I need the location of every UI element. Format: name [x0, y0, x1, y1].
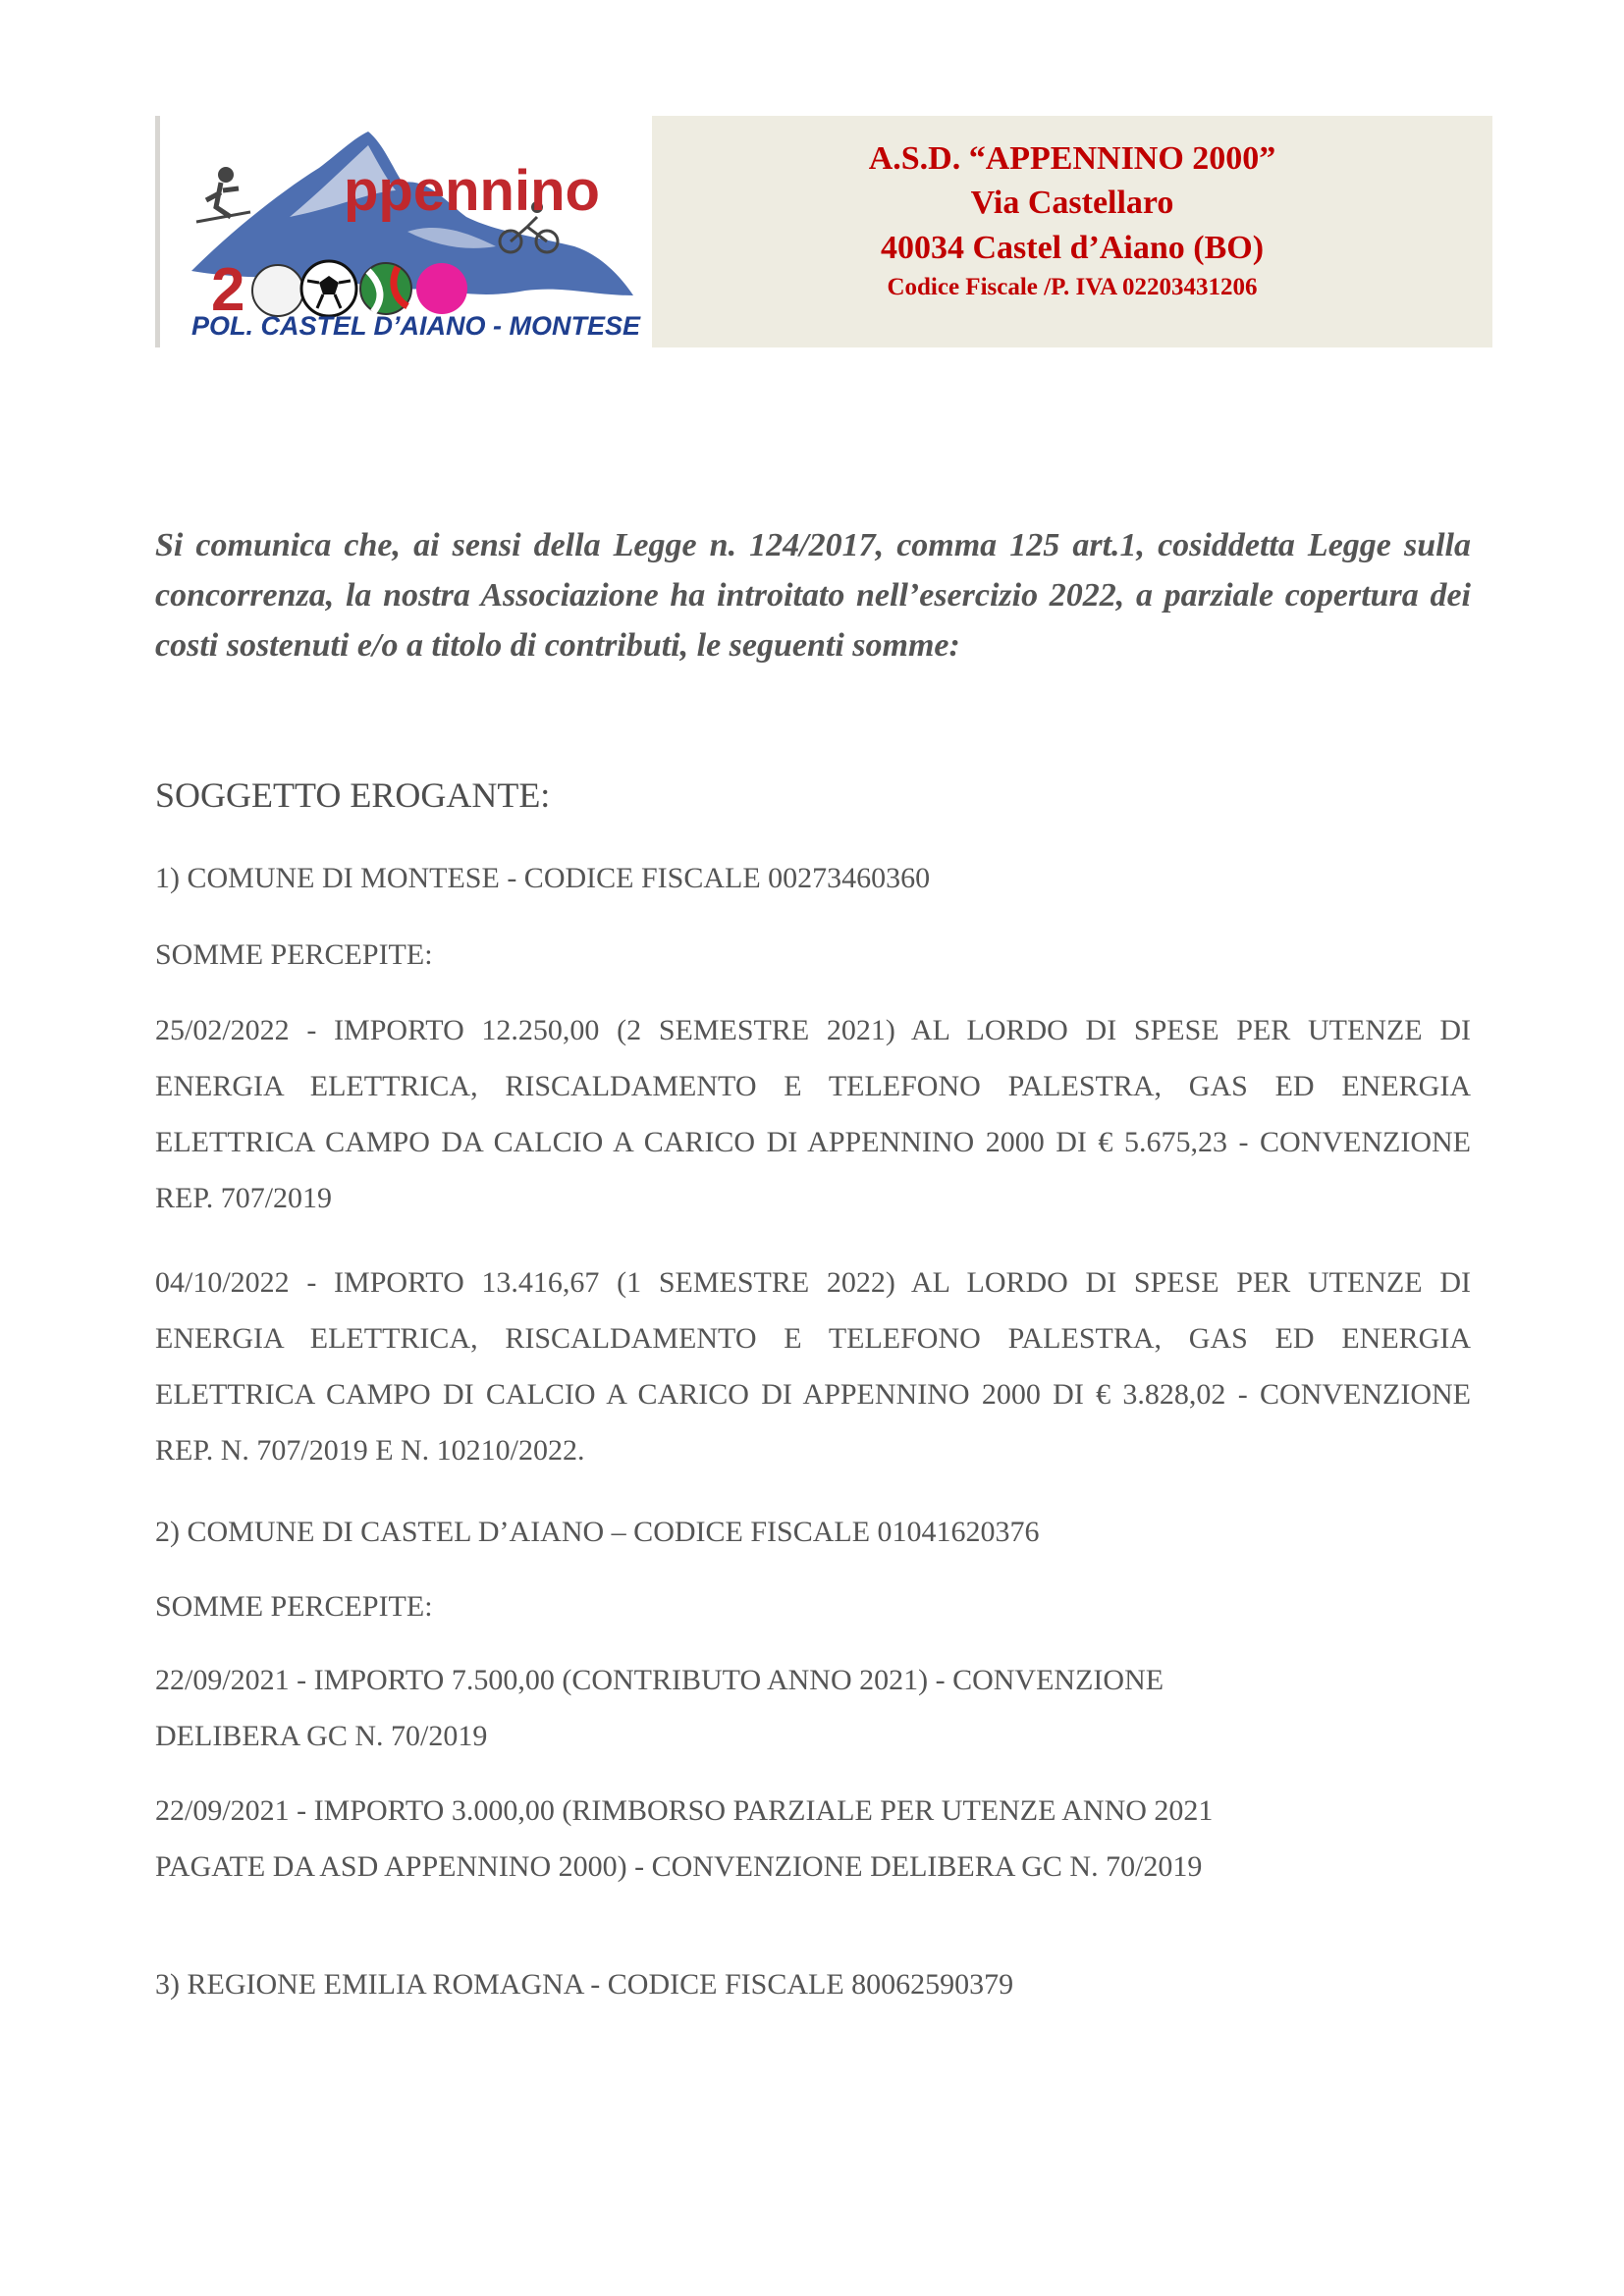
letterhead [155, 116, 1492, 347]
soccer-ball-icon [301, 261, 356, 316]
logo-box [155, 116, 652, 347]
volleyball-icon [360, 263, 411, 314]
entity-2-entry-1-line-2: DELIBERA GC N. 70/2019 [155, 1720, 488, 1752]
logo-tagline: POL. CASTEL D’AIANO - MONTESE [191, 311, 641, 341]
entity-1-sums-label: SOMME PERCEPITE: [155, 938, 433, 971]
entity-1-entry-2: 04/10/2022 - IMPORTO 13.416,67 (1 SEMESTRE 2022) AL LORDO DI SPESE PER UTENZE DI ENERGIA ELETTRICA, RISCALDAMENTO E TELEFONO PALESTRA, GAS ED ENERGIA ELETTRICA CAMPO DI CALCIO A CARICO DI APPENNINO 2000 DI € 3.828,02 - CONVENZIONE REP. N. 707/2019 E N. 10210/2022. [155, 1266, 1471, 1467]
entity-1-entry-1: 25/02/2022 - IMPORTO 12.250,00 (2 SEMESTRE 2021) AL LORDO DI SPESE PER UTENZE DI ENERGIA ELETTRICA, RISCALDAMENTO E TELEFONO PALESTRA, GAS ED ENERGIA ELETTRICA CAMPO DA CALCIO A CARICO DI APPENNINO 2000 DI € 5.675,23 - CONVENZIONE REP. 707/2019 [155, 1014, 1471, 1214]
entity-2-entry-1-line-1: 22/09/2021 - IMPORTO 7.500,00 (CONTRIBUTO ANNO 2021) - CONVENZIONE [155, 1664, 1164, 1696]
ball-white-icon [252, 265, 303, 316]
entity-2-sums-label: SOMME PERCEPITE: [155, 1590, 433, 1623]
entity-2-entry-2-line-2: PAGATE DA ASD APPENNINO 2000) - CONVENZIONE DELIBERA GC N. 70/2019 [155, 1850, 1203, 1883]
brand-text: ppennino [344, 159, 600, 223]
intro-paragraph: Si comunica che, ai sensi della Legge n. 124/2017, comma 125 art.1, cosiddetta Legge sulla concorrenza, la nostra Associazione ha introitato nell’esercizio 2022, a parziale copertura dei costi sostenuti e/o a titolo di contributi, le seguenti somme: [155, 527, 1471, 664]
address-city: 40034 Castel d’Aiano (BO) [880, 230, 1265, 266]
brand-number-2: 2 [211, 256, 245, 324]
skier-icon [196, 167, 250, 222]
entity-2-entry-2-line-1: 22/09/2021 - IMPORTO 3.000,00 (RIMBORSO PARZIALE PER UTENZE ANNO 2021 [155, 1794, 1214, 1827]
address-street: Via Castellaro [970, 185, 1174, 221]
appennino-logo [172, 124, 653, 342]
pink-ball-icon [416, 263, 467, 314]
entity-2-title: 2) COMUNE DI CASTEL D’AIANO – CODICE FISCALE 01041620376 [155, 1516, 1040, 1548]
entity-3-title: 3) REGIONE EMILIA ROMAGNA - CODICE FISCALE 80062590379 [155, 1968, 1014, 2001]
entity-1-title: 1) COMUNE DI MONTESE - CODICE FISCALE 00273460360 [155, 862, 931, 894]
organization-name: A.S.D. “APPENNINO 2000” [868, 140, 1276, 177]
organization-info [652, 116, 1492, 347]
tax-code: Codice Fiscale /P. IVA 02203431206 [887, 274, 1258, 300]
section-heading: SOGGETTO EROGANTE: [155, 775, 551, 815]
